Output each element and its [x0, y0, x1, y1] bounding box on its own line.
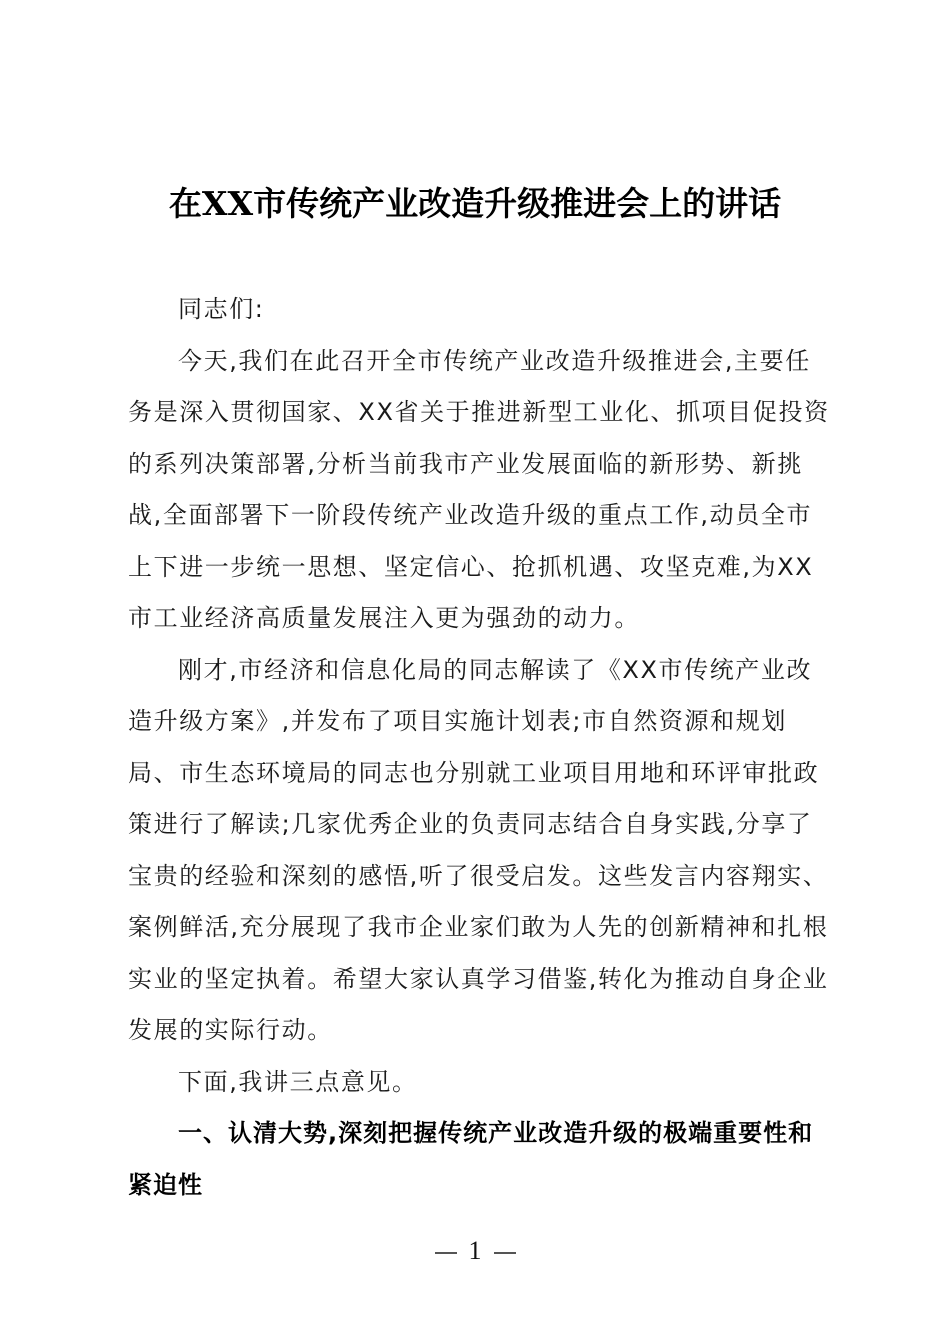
- section-heading-line: 紧迫性: [128, 1170, 203, 1199]
- paragraph-line: 案例鲜活,充分展现了我市企业家们敢为人先的创新精神和扎根: [128, 913, 829, 941]
- paragraph-line: 战,全面部署下一阶段传统产业改造升级的重点工作,动员全市: [128, 501, 813, 529]
- paragraph-line: 刚才,市经济和信息化局的同志解读了《XX市传统产业改: [178, 655, 813, 684]
- paragraph-opening: [128, 336, 832, 645]
- paragraph-line: 策进行了解读;几家优秀企业的负责同志结合自身实践,分享了: [128, 810, 813, 838]
- salutation: 同志们:: [178, 295, 265, 323]
- paragraph-line: 发展的实际行动。: [128, 1016, 333, 1044]
- paragraph-line: 今天,我们在此召开全市传统产业改造升级推进会,主要任: [178, 346, 811, 375]
- dash-left-icon: [435, 1252, 457, 1254]
- paragraph-line: 下面,我讲三点意见。: [178, 1067, 418, 1096]
- paragraph-line: 上下进一步统一思想、坚定信心、抢抓机遇、攻坚克难,为XX: [128, 552, 814, 581]
- section-heading: [128, 1108, 832, 1211]
- section-heading-line: 一、认清大势,深刻把握传统产业改造升级的极端重要性和: [178, 1119, 814, 1147]
- page-footer: [0, 1236, 950, 1266]
- paragraph-line: 实业的坚定执着。希望大家认真学习借鉴,转化为推动自身企业: [128, 964, 829, 993]
- page-number: 1: [468, 1236, 482, 1265]
- dash-right-icon: [494, 1252, 516, 1254]
- paragraph-line: 市工业经济高质量发展注入更为强劲的动力。: [128, 604, 640, 632]
- paragraph-line: 宝贵的经验和深刻的感悟,听了很受启发。这些发言内容翔实、: [128, 861, 829, 890]
- document-body: [128, 284, 832, 1211]
- paragraph-transition: [128, 1057, 832, 1109]
- paragraph-line: 造升级方案》,并发布了项目实施计划表;市自然资源和规划: [128, 707, 787, 735]
- document-title: 在XX市传统产业改造升级推进会上的讲话: [168, 184, 782, 223]
- paragraph-line: 务是深入贯彻国家、XX省关于推进新型工业化、抓项目促投资: [128, 398, 830, 426]
- paragraph-review: [128, 645, 832, 1057]
- paragraph-line: 的系列决策部署,分析当前我市产业发展面临的新形势、新挑: [128, 449, 803, 478]
- paragraph-line: 局、市生态环境局的同志也分别就工业项目用地和环评审批政: [128, 758, 820, 787]
